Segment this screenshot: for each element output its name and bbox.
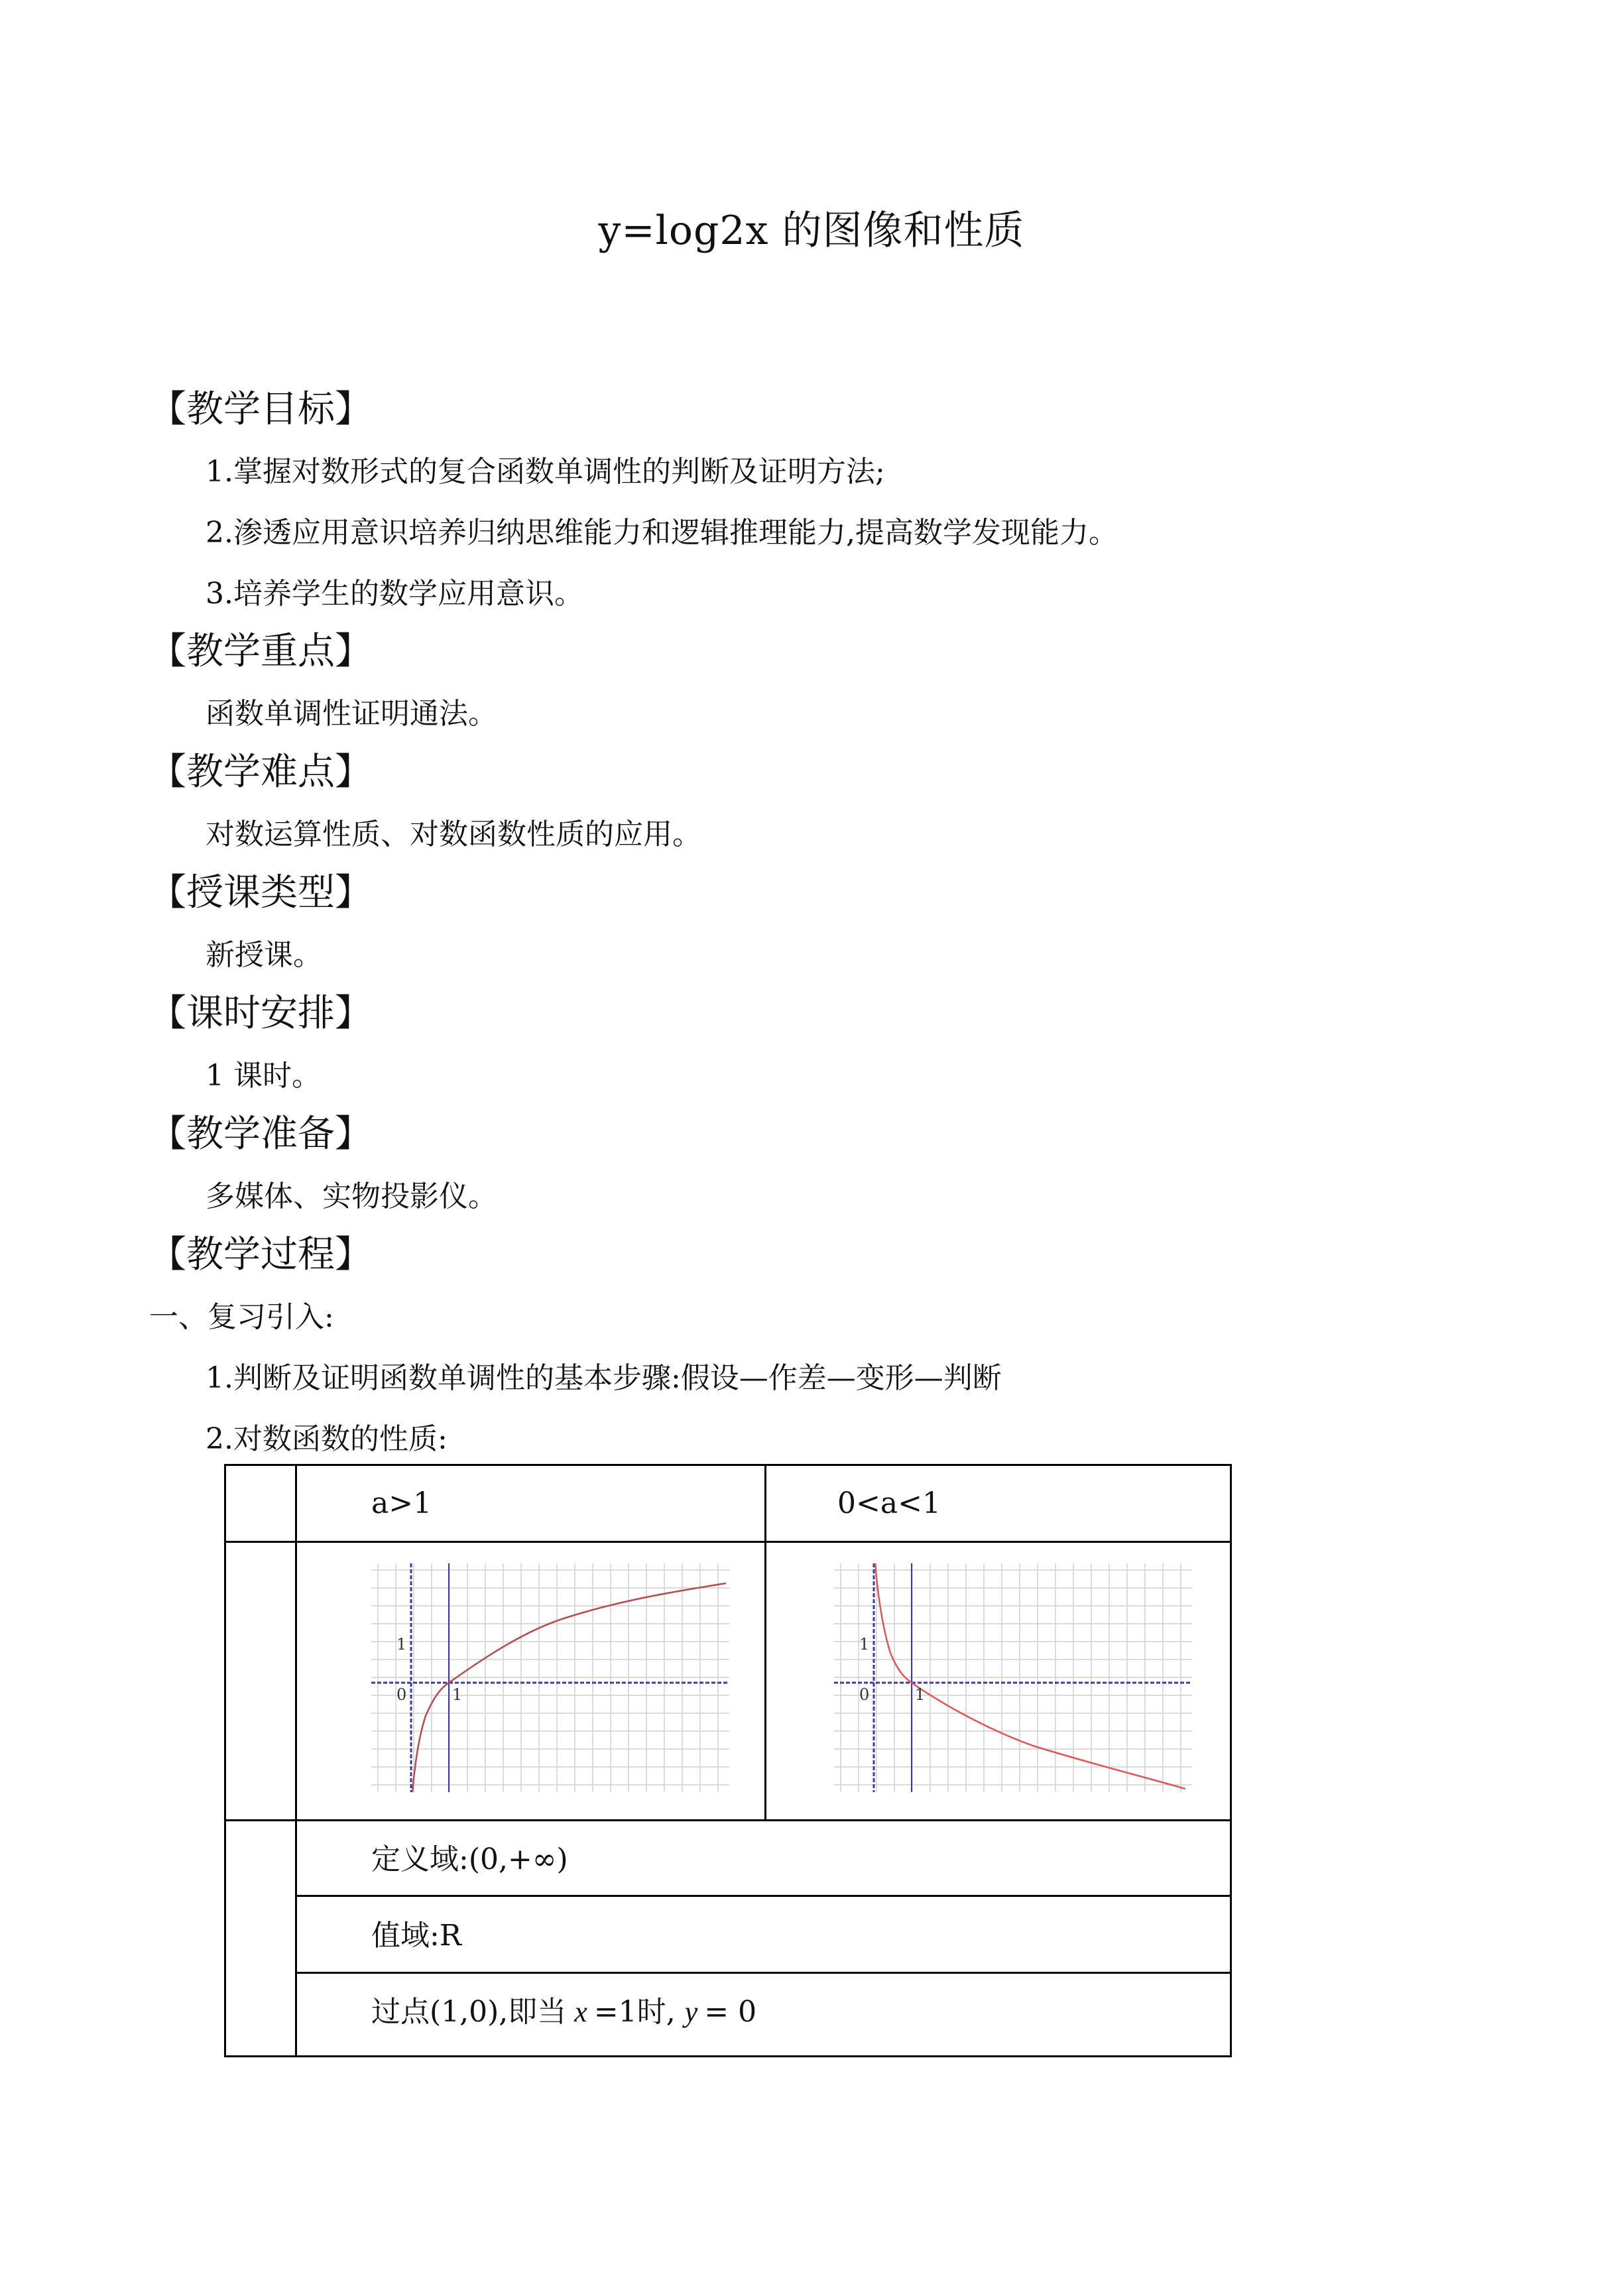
objectives-heading: 【教学目标】 [149, 388, 372, 431]
origin-label: 0 [859, 1685, 870, 1704]
table-border [1230, 1464, 1232, 2057]
process-step2: 2.对数函数的性质: [206, 1422, 448, 1456]
passes-point-prefix: 过点(1,0),即当 [371, 1995, 567, 2029]
objective-item: 2.渗透应用意识培养归纳思维能力和逻辑推理能力,提高数学发现能力。 [206, 516, 1118, 550]
table-border [224, 2055, 1232, 2057]
y-one-label: 1 [396, 1635, 407, 1654]
graph-decreasing-log [834, 1563, 1192, 1802]
x-one-label: 1 [452, 1685, 463, 1704]
math-y: y [684, 1996, 698, 2028]
origin-label: 0 [396, 1685, 407, 1704]
math-x: x [574, 1996, 587, 2028]
domain-text: 定义域:(0,+∞) [371, 1843, 568, 1876]
difficulties-heading: 【教学难点】 [149, 751, 372, 794]
grid-lines [834, 1563, 1192, 1792]
grid-lines [371, 1563, 729, 1792]
graph-increasing-log [371, 1563, 729, 1802]
table-divider [764, 1464, 766, 1821]
objective-item: 3.培养学生的数学应用意识。 [206, 577, 583, 611]
log-curve [875, 1563, 1185, 1789]
lesson-type-heading: 【授课类型】 [149, 871, 372, 914]
passes-point-eq2: = 0 [704, 1995, 757, 2029]
passes-point-eq1: =1时, [593, 1995, 676, 2029]
table-divider [295, 1464, 297, 2057]
preparation-heading: 【教学准备】 [149, 1113, 372, 1156]
key-points-heading: 【教学重点】 [149, 630, 372, 673]
table-border [224, 1464, 226, 2057]
key-points-text: 函数单调性证明通法。 [206, 697, 497, 731]
process-part1: 一、复习引入: [149, 1300, 334, 1334]
table-divider [224, 1819, 1232, 1821]
header-a-between-0-1: 0<a<1 [837, 1486, 941, 1520]
table-divider [296, 1972, 1232, 1974]
lesson-type-text: 新授课。 [206, 938, 322, 972]
passes-point-text [371, 1995, 757, 2029]
table-border [224, 1464, 1232, 1466]
difficulties-text: 对数运算性质、对数函数性质的应用。 [206, 817, 701, 851]
schedule-text: 1 课时。 [206, 1059, 321, 1093]
process-step1: 1.判断及证明函数单调性的基本步骤:假设—作差—变形—判断 [206, 1361, 1002, 1395]
page-title: y=log2x 的图像和性质 [598, 208, 1025, 254]
schedule-heading: 【课时安排】 [149, 992, 372, 1035]
process-heading: 【教学过程】 [149, 1233, 372, 1276]
table-divider [224, 1541, 1232, 1543]
x-one-label: 1 [915, 1685, 926, 1704]
range-text: 值域:R [371, 1919, 461, 1953]
table-divider [296, 1895, 1232, 1897]
y-one-label: 1 [859, 1635, 870, 1654]
objective-item: 1.掌握对数形式的复合函数单调性的判断及证明方法; [206, 455, 885, 489]
log-properties-table [224, 1464, 1232, 2057]
header-a-greater-1: a>1 [371, 1486, 432, 1520]
preparation-text: 多媒体、实物投影仪。 [206, 1179, 497, 1213]
